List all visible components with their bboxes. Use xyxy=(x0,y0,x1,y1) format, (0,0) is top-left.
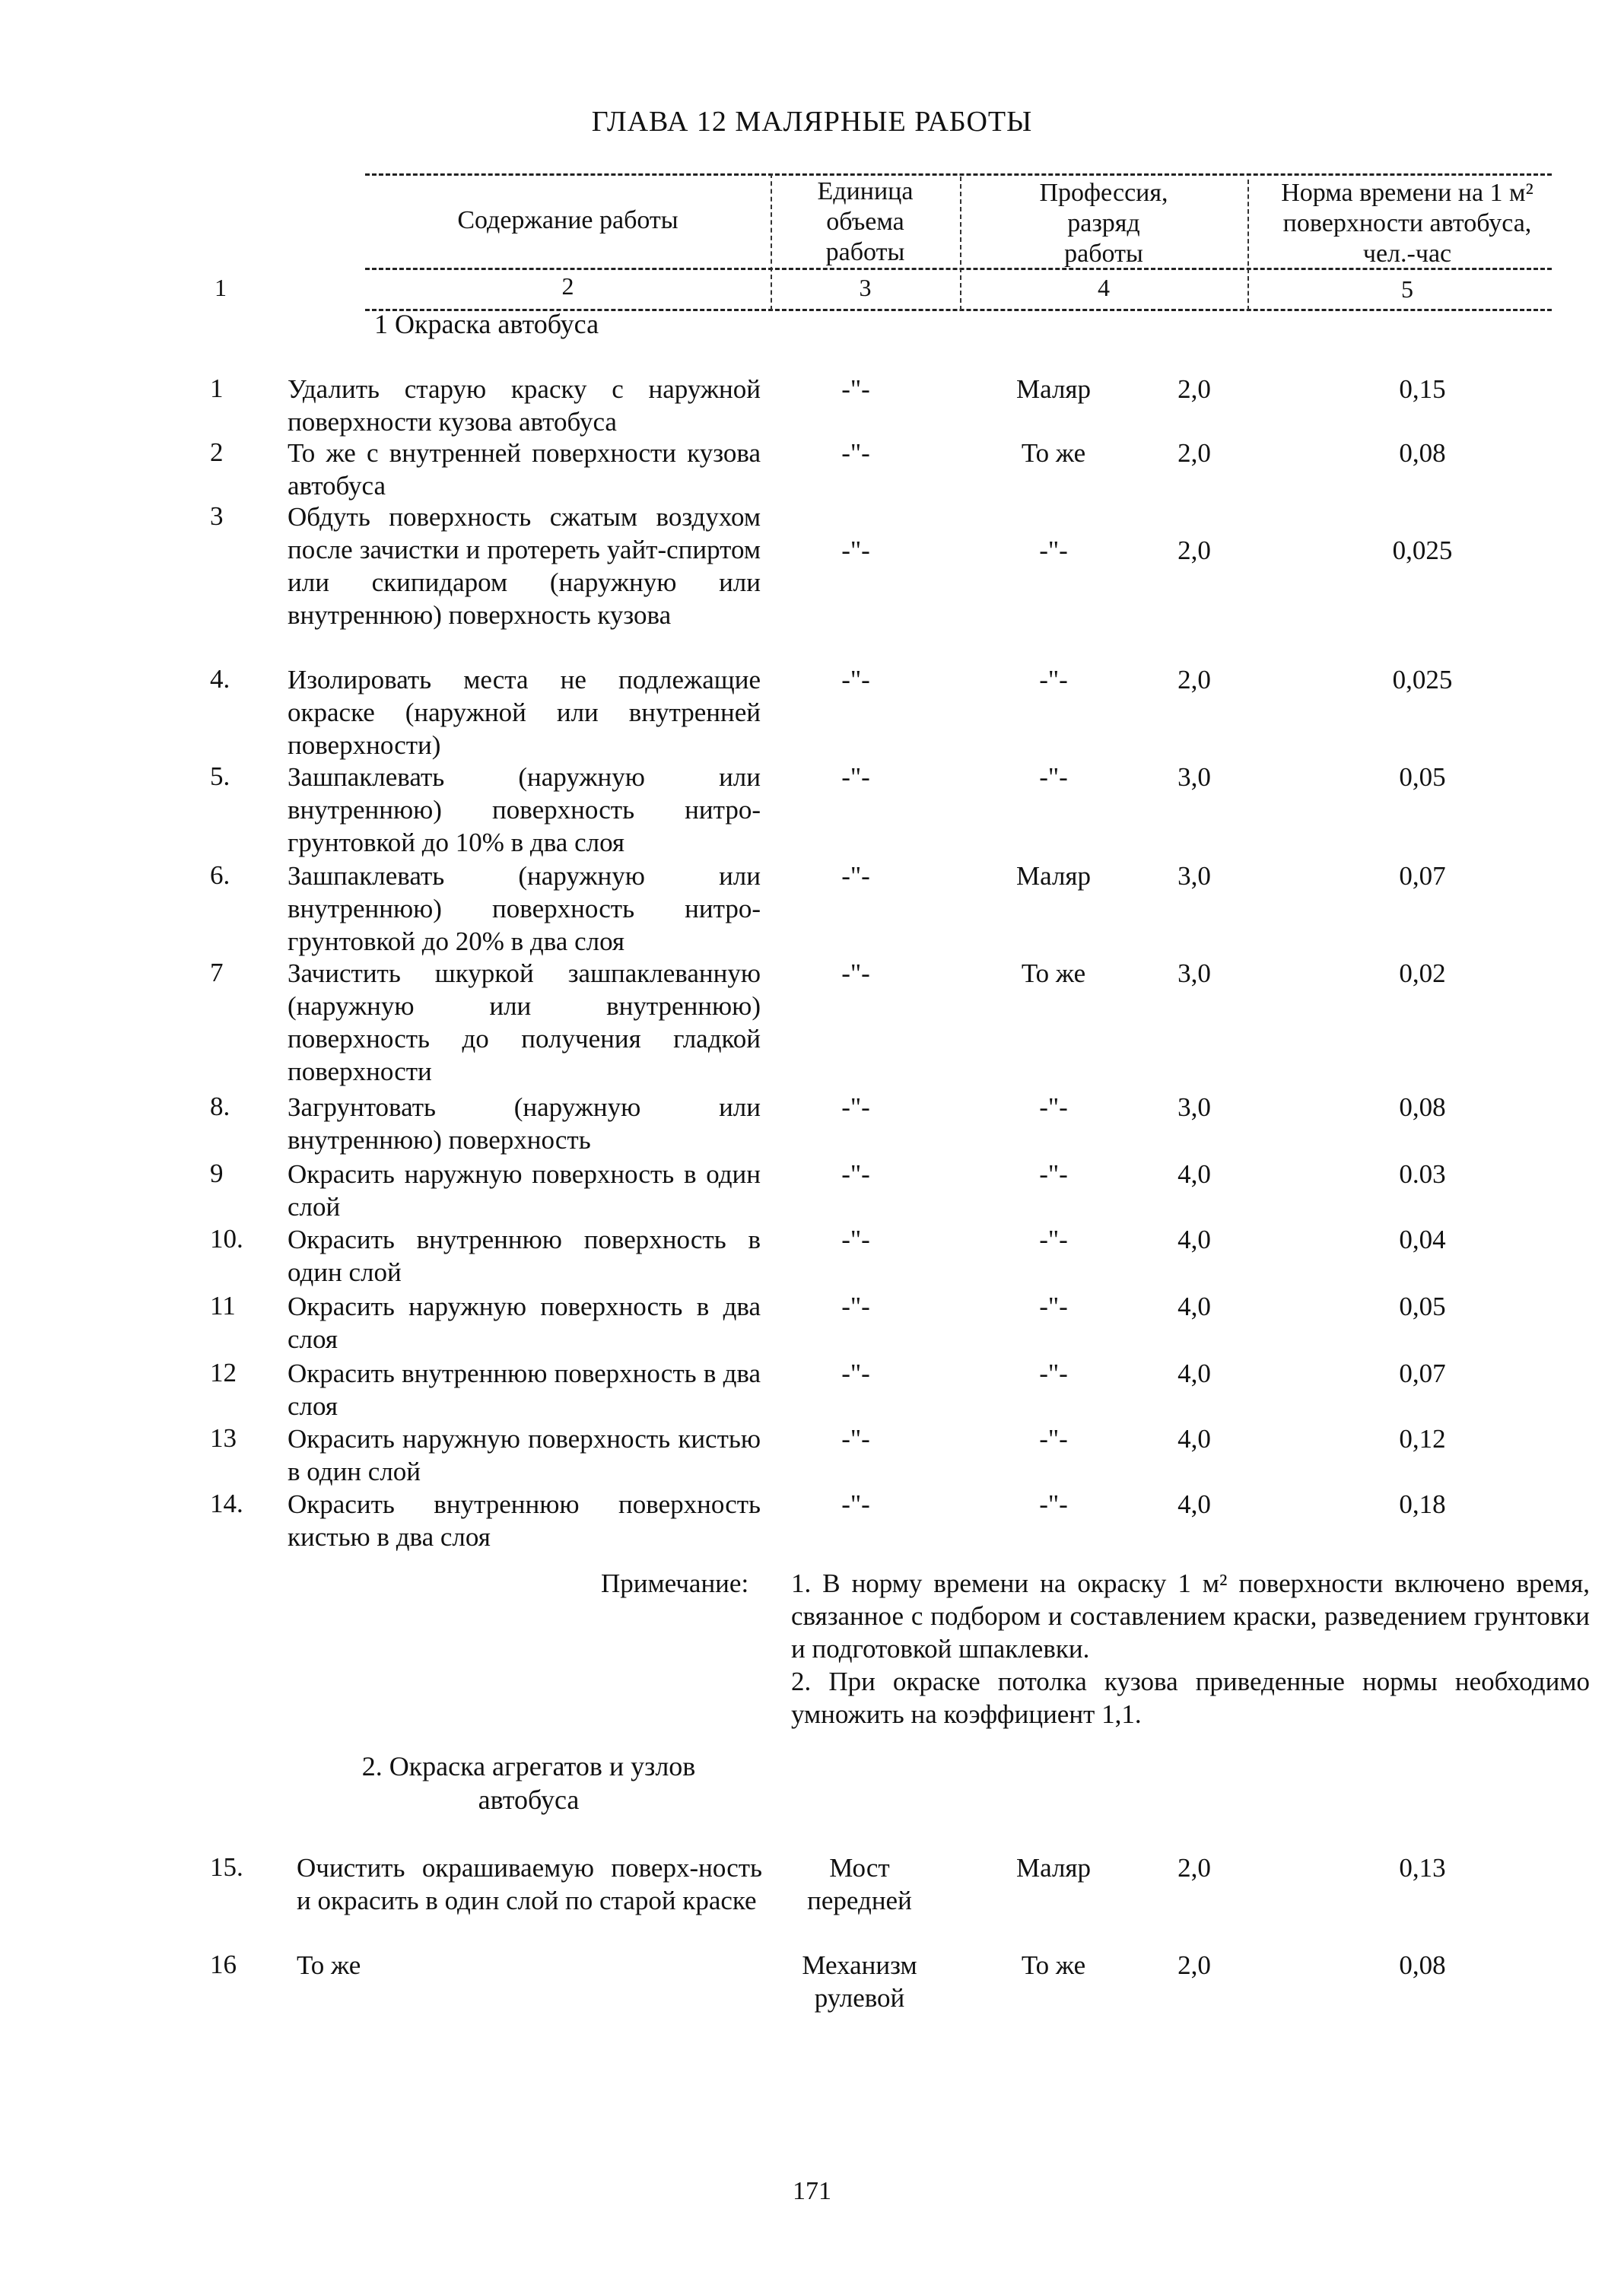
row-unit: -"- xyxy=(841,762,870,792)
row-grade: 4,0 xyxy=(1177,1489,1211,1519)
header-col-5 xyxy=(1247,178,1567,269)
row-description: Обдуть поверхность сжатым воздухом после зачистки и протереть уайт-спиртом или скипидаром (наружную или внутреннюю) поверхность кузова xyxy=(288,502,761,630)
column-number-2: 2 xyxy=(561,272,574,300)
row-norm: 0,13 xyxy=(1399,1853,1446,1883)
column-number-1: 1 xyxy=(215,274,227,301)
row-unit: -"- xyxy=(841,374,870,404)
row-grade: 4,0 xyxy=(1177,1292,1211,1321)
row-unit: -"- xyxy=(841,1225,870,1254)
row-grade: 2,0 xyxy=(1177,1853,1211,1883)
row-description: Зашпаклевать (наружную или внутреннюю) поверхность нитро-грунтовкой до 10% в два слоя xyxy=(288,762,761,857)
note-body xyxy=(791,1567,1590,1731)
row-profession: -"- xyxy=(1039,1424,1068,1454)
header-col-5-line: Норма времени на 1 м² xyxy=(1281,179,1533,207)
row-profession: Маляр xyxy=(1015,374,1092,404)
row-unit: -"- xyxy=(841,1359,870,1388)
row-profession: -"- xyxy=(1039,1092,1068,1122)
section-title-line: автобуса xyxy=(478,1785,580,1815)
row-norm: 0,07 xyxy=(1399,1359,1446,1388)
section-title: 1 Окраска автобуса xyxy=(374,309,599,339)
row-unit: -"- xyxy=(841,1489,870,1519)
row-description: То же с внутренней поверхности кузова автобуса xyxy=(288,438,761,501)
header-col-3-line: объема xyxy=(826,208,904,236)
header-col-3-line: Единица xyxy=(817,177,914,205)
row-unit-line: Механизм xyxy=(802,1950,917,1980)
row-number: 13 xyxy=(210,1423,237,1453)
row-grade: 2,0 xyxy=(1177,536,1211,565)
row-number: 3 xyxy=(210,501,224,531)
header-col-4 xyxy=(960,178,1247,269)
section-title-line: 2. Окраска агрегатов и узлов xyxy=(361,1751,696,1781)
row-norm: 0,08 xyxy=(1399,1950,1446,1980)
row-number: 6. xyxy=(210,860,230,890)
row-grade: 4,0 xyxy=(1177,1424,1211,1454)
row-grade: 4,0 xyxy=(1177,1359,1211,1388)
row-grade: 3,0 xyxy=(1177,1092,1211,1122)
row-profession: -"- xyxy=(1039,536,1068,565)
row-grade: 4,0 xyxy=(1177,1159,1211,1189)
header-col-4-line: работы xyxy=(1064,240,1143,268)
row-unit: -"- xyxy=(841,665,870,694)
note-item: 2. При окраске потолка кузова приведенные нормы необходимо умножить на коэффициент 1,1. xyxy=(791,1667,1590,1729)
row-profession: -"- xyxy=(1039,1159,1068,1189)
row-description: Окрасить наружную поверхность кистью в один слой xyxy=(288,1424,761,1486)
header-col-4-line: разряд xyxy=(1067,209,1140,237)
row-grade: 2,0 xyxy=(1177,665,1211,694)
column-number-3: 3 xyxy=(859,274,872,301)
row-profession: -"- xyxy=(1039,1359,1068,1388)
row-grade: 4,0 xyxy=(1177,1225,1211,1254)
row-profession: То же xyxy=(1021,438,1086,468)
row-description: Изолировать места не подлежащие окраске (наружной или внутренней поверхности) xyxy=(288,665,761,760)
row-norm: 0,05 xyxy=(1399,1292,1446,1321)
row-unit: -"- xyxy=(841,1092,870,1122)
row-norm: 0,15 xyxy=(1399,374,1446,404)
row-profession: -"- xyxy=(1039,1225,1068,1254)
row-unit: -"- xyxy=(841,958,870,988)
row-unit-line: Мост xyxy=(829,1853,890,1883)
row-description: Удалить старую краску с наружной поверхности кузова автобуса xyxy=(288,374,761,437)
row-norm: 0,12 xyxy=(1399,1424,1446,1454)
row-number: 15. xyxy=(210,1852,243,1882)
row-number: 12 xyxy=(210,1358,237,1387)
row-description: Окрасить наружную поверхность в два слоя xyxy=(288,1292,761,1354)
row-unit: -"- xyxy=(841,438,870,468)
row-description: Окрасить наружную поверхность в один слой xyxy=(288,1159,761,1222)
section-title xyxy=(289,1750,768,1816)
row-number: 1 xyxy=(210,373,224,403)
row-number: 4. xyxy=(210,664,230,694)
row-number: 11 xyxy=(210,1291,236,1321)
row-description: Окрасить внутреннюю поверхность в один слой xyxy=(288,1225,761,1287)
chapter-title: ГЛАВА 12 МАЛЯРНЫЕ РАБОТЫ xyxy=(591,106,1033,138)
row-grade: 3,0 xyxy=(1177,762,1211,792)
row-number: 5. xyxy=(210,761,230,791)
note-item: 1. В норму времени на окраску 1 м² поверхности включено время, связанное с подбором и составлением краски, разведением грунтовки и подготовкой шпаклевки. xyxy=(791,1568,1590,1664)
header-col-5-line: поверхности автобуса, xyxy=(1282,209,1532,237)
column-number-5: 5 xyxy=(1401,275,1413,303)
row-number: 16 xyxy=(210,1950,237,1979)
page-number: 171 xyxy=(793,2177,831,2205)
row-profession: -"- xyxy=(1039,762,1068,792)
row-norm: 0,025 xyxy=(1392,536,1453,565)
row-norm: 0,08 xyxy=(1399,438,1446,468)
column-number-4: 4 xyxy=(1098,274,1110,301)
row-unit: -"- xyxy=(841,1424,870,1454)
row-description: Окрасить внутреннюю поверхность в два слоя xyxy=(288,1359,761,1421)
row-description: Зашпаклевать (наружную или внутреннюю) поверхность нитро-грунтовкой до 20% в два слоя xyxy=(288,861,761,956)
row-unit-line: рулевой xyxy=(814,1983,905,2013)
header-col-4-line: Профессия, xyxy=(1039,179,1168,207)
row-grade: 3,0 xyxy=(1177,958,1211,988)
row-unit xyxy=(791,1851,928,1917)
row-norm: 0.03 xyxy=(1399,1159,1446,1189)
row-description: Окрасить внутреннюю поверхность кистью в два слоя xyxy=(288,1489,761,1552)
row-grade: 2,0 xyxy=(1177,438,1211,468)
row-description: Зачистить шкуркой зашпаклеванную (наружную или внутреннюю) поверхность до получения гладкой поверхности xyxy=(288,958,761,1086)
row-profession: -"- xyxy=(1039,1489,1068,1519)
row-number: 8. xyxy=(210,1092,230,1121)
row-norm: 0,08 xyxy=(1399,1092,1446,1122)
row-norm: 0,05 xyxy=(1399,762,1446,792)
row-number: 9 xyxy=(210,1158,224,1188)
row-unit-line: передней xyxy=(807,1886,912,1915)
header-top-rule xyxy=(365,173,1552,176)
header-col-5-line: чел.-час xyxy=(1362,240,1452,268)
row-description: Очистить окрашиваемую поверх-ность и окрасить в один слой по старой краске xyxy=(297,1853,762,1915)
header-col-3 xyxy=(771,176,960,268)
row-grade: 2,0 xyxy=(1177,374,1211,404)
row-norm: 0,04 xyxy=(1399,1225,1446,1254)
row-description: То же xyxy=(297,1950,361,1980)
row-norm: 0,18 xyxy=(1399,1489,1446,1519)
row-profession: Маляр xyxy=(1015,1853,1092,1883)
row-number: 7 xyxy=(210,958,224,987)
row-profession: То же xyxy=(1021,1950,1086,1980)
row-profession: -"- xyxy=(1039,1292,1068,1321)
row-unit: -"- xyxy=(841,861,870,891)
row-description: Загрунтовать (наружную или внутреннюю) поверхность xyxy=(288,1092,761,1155)
row-number: 10. xyxy=(210,1224,243,1254)
row-profession: То же xyxy=(1021,958,1086,988)
row-grade: 2,0 xyxy=(1177,1950,1211,1980)
row-unit: -"- xyxy=(841,536,870,565)
row-unit: -"- xyxy=(841,1292,870,1321)
row-number: 14. xyxy=(210,1489,243,1518)
row-profession: Маляр xyxy=(1015,861,1092,891)
header-col-3-line: работы xyxy=(825,238,905,266)
row-norm: 0,02 xyxy=(1399,958,1446,988)
row-unit: -"- xyxy=(841,1159,870,1189)
row-number: 2 xyxy=(210,437,224,467)
header-col-2: Содержание работы xyxy=(457,206,679,234)
note-label: Примечание: xyxy=(601,1568,749,1598)
row-norm: 0,07 xyxy=(1399,861,1446,891)
row-unit xyxy=(791,1949,928,2014)
row-profession: -"- xyxy=(1039,665,1068,694)
row-norm: 0,025 xyxy=(1392,665,1453,694)
row-grade: 3,0 xyxy=(1177,861,1211,891)
